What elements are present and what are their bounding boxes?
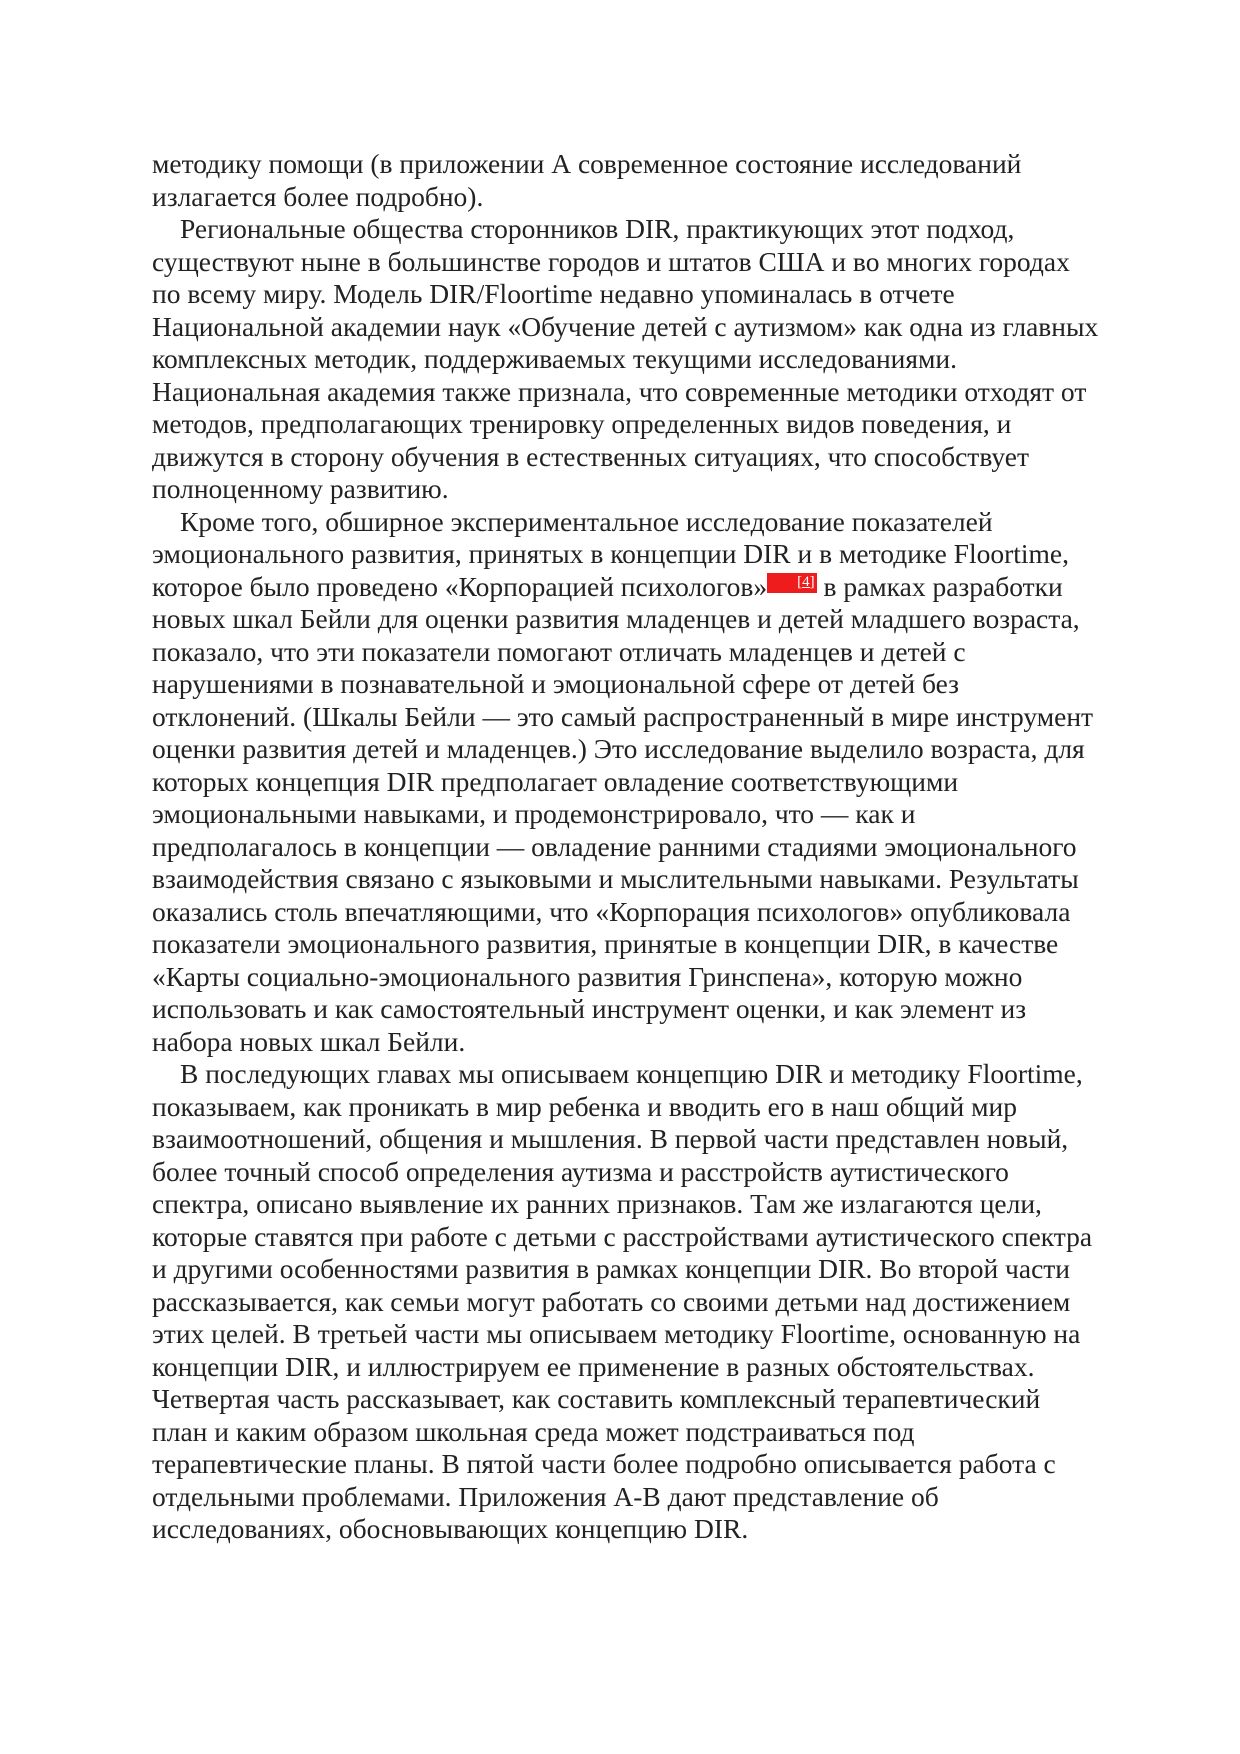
paragraph-book-overview: В последующих главах мы описываем концепцию DIR и методику Floortime, показываем, как проникать в мир ребенка и вводить его в наш общий мир взаимоотношений, общения и мышления. В первой части представлен новый, более точный способ определения аутизма и расстройств аутистического спектра, описано выявление их ранних признаков. Там же излагаются цели, которые ставятся при работе с детьми с расстройствами аутистического спектра и другими особенностями развития в рамках концепции DIR. Во второй части рассказывается, как семьи могут работать со своими детьми над достижением этих целей. В третьей части мы описываем методику Floortime, основанную на концепции DIR, и иллюстрируем ее применение в разных обстоятельствах. Четвертая часть рассказывает, как составить комплексный терапевтический план и каким образом школьная среда может подстраиваться под терапевтические планы. В пятой части более подробно описывается работа с отдельными проблемами. Приложения А-В дают представление об исследованиях, обосновывающих концепцию DIR. xyxy=(152,1058,1093,1544)
paragraph-regional-societies: Региональные общества сторонников DIR, практикующих этот подход, существуют ныне в большинстве городов и штатов США и во многих городах по всему миру. Модель DIR/Floortime недавно упоминалась в отчете Национальной академии наук «Обучение детей с аутизмом» как одна из главных комплексных методик, поддерживаемых текущими исследованиями. Национальная академия также признала, что современные методики отходят от методов, предполагающих тренировку определенных видов поведения, и движутся в сторону обучения в естественных ситуациях, что способствует полноценному развитию. xyxy=(152,213,1099,504)
footnote-link[interactable]: [4] xyxy=(767,573,817,593)
paragraph-continuation: методику помощи (в приложении А современное состояние исследований излагается более подробно). xyxy=(152,148,1022,212)
document-page xyxy=(152,148,1102,1546)
paragraph-experimental-study xyxy=(152,506,1102,1059)
paragraph-text-after-footnote: в рамках разработки новых шкал Бейли для оценки развития младенцев и детей младшего возраста, показало, что эти показатели помогают отличать младенцев и детей с нарушениями в познавательной и эмоциональной сфере от детей без отклонений. (Шкалы Бейли — это самый распространенный в мире инструмент оценки развития детей и младенцев.) Это исследование выделило возраста, для которых концепция DIR предполагает овладение соответствующими эмоциональными навыками, и продемонстрировало, что — как и предполагалось в концепции — овладение ранними стадиями эмоционального взаимодействия связано с языковыми и мыслительными навыками. Результаты оказались столь впечатляющими, что «Корпорация психологов» опубликовала показатели эмоционального развития, принятые в концепции DIR, в качестве «Карты социально-эмоционального развития Гринспена», которую можно использовать и как самостоятельный инструмент оценки, и как элемент из набора новых шкал Бейли. xyxy=(152,570,1094,1057)
paragraph-text-before-footnote: Кроме того, обширное экспериментальное исследование показателей эмоционального развития, принятых в концепции DIR и в методике Floortime, которое было проведено «Корпорацией психологов» xyxy=(152,505,1070,602)
